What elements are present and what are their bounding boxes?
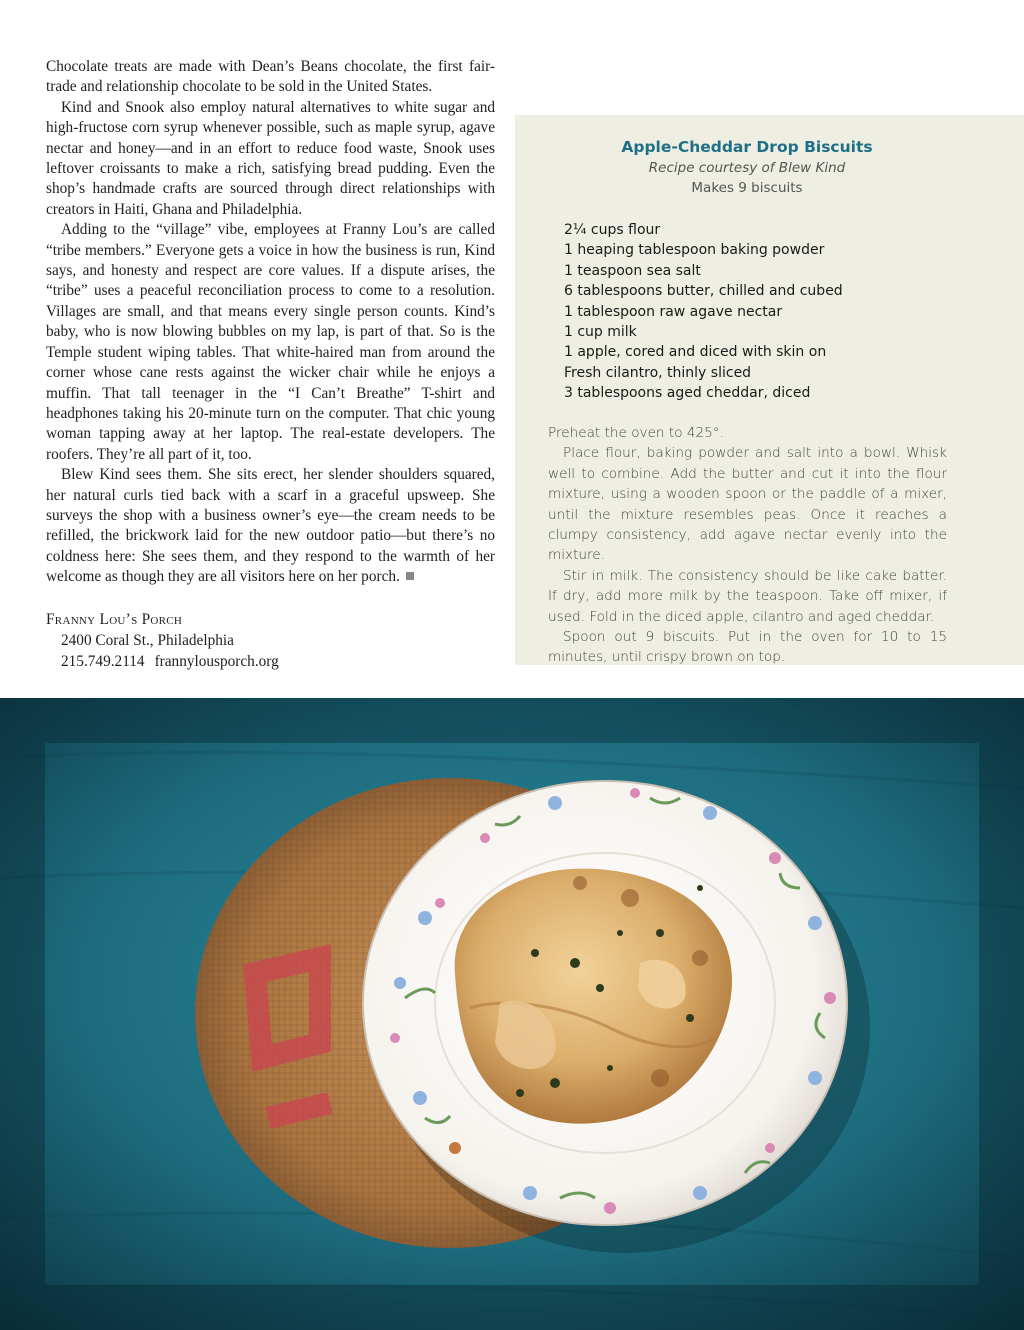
venue-name: Franny Lou’s Porch: [46, 611, 183, 628]
direction-step: Preheat the oven to 425°.: [548, 425, 724, 441]
article-paragraph-text: Blew Kind sees them. She sits erect, her slender shoulders squared, her natural curls tied back with a scarf in a graceful upsweep. She surveys the shop with a business owner’s eye—the cream needs to be refilled, the brickwork laid for the new outdoor patio—but there’s no coldness here: She sees them, and they respond to the warmth of her welcome as though they are all visitors here on her porch.: [46, 466, 495, 586]
biscuit-photo: [0, 698, 1024, 1330]
article-paragraph: Adding to the “village” vibe, employees at Franny Lou’s are called “tribe members.” Everyone gets a voice in how the business is run, Kind says, and honesty and respect are core values. If a dispute arises, the “tribe” uses a peaceful reconciliation process to come to a resolution. Villages are small, and that means every single person counts. Kind’s baby, who is now blowing bubbles on my lap, is part of that. So is the Temple student wiping tables. That white-haired man from around the corner whose cane rests against the wicker chair while he enjoys a muffin. That tall teenager in the “I Can’t Breathe” T-shirt and headphones taking his 20-minute turn on the computer. That chic young woman tapping away at her laptop. The real-estate developers. The roofers. They’re all part of it, too.: [46, 221, 495, 463]
recipe-credit: Recipe courtesy of Blew Kind: [648, 160, 846, 176]
ingredient-item: 1 apple, cored and diced with skin on: [564, 344, 827, 361]
article-paragraph: Kind and Snook also employ natural alternatives to white sugar and high-fructose corn syrup whenever possible, such as maple syrup, agave nectar and honey—and in an effort to reduce food waste, Snook uses leftover croissants to make a rich, satisfying bread pudding. Even the shop’s handmade crafts are sourced through direct relationships with creators in Haiti, Ghana and Philadelphia.: [46, 98, 495, 218]
ingredient-item: 1 tablespoon raw agave nectar: [564, 303, 783, 320]
venue-contact: [46, 651, 279, 672]
venue-address: 2400 Coral St., Philadelphia: [61, 632, 234, 649]
venue-info: [46, 609, 279, 672]
direction-step: Place flour, baking powder and salt into a bowl. Whisk well to combine. Add the butter and cut it into the flour mixture, using a wooden spoon or the paddle of a mixer, until the mixture resembles peas. Once it reaches a clumpy consistency, add agave nectar evenly into the mixture.: [548, 445, 947, 564]
ingredient-item: 1 teaspoon sea salt: [564, 262, 701, 279]
ingredient-item: 1 heaping tablespoon baking powder: [564, 242, 825, 259]
direction-step: Spoon out 9 biscuits. Put in the oven for 10 to 15 minutes, until crispy brown on top.: [548, 629, 947, 666]
end-mark-icon: [406, 572, 414, 580]
ingredient-list: [564, 220, 843, 404]
ingredient-item: 2¼ cups flour: [564, 222, 661, 238]
ingredient-item: 3 tablespoons aged cheddar, diced: [564, 385, 811, 402]
direction-step: Stir in milk. The consistency should be like cake batter. If dry, add more milk by the teaspoon. Take off mixer, if used. Fold in the diced apple, cilantro and aged cheddar.: [548, 567, 947, 625]
ingredient-item: 6 tablespoons butter, chilled and cubed: [564, 283, 843, 300]
recipe-yield: Makes 9 biscuits: [691, 180, 803, 196]
biscuit-plate-illustration: [0, 698, 1024, 1330]
venue-phone: 215.749.2114: [61, 653, 145, 670]
recipe-sidebar: [515, 115, 1024, 665]
article-body: [46, 57, 495, 588]
article-paragraph: Chocolate treats are made with Dean’s Beans chocolate, the first fair-trade and relationship chocolate to be sold in the United States.: [46, 58, 495, 96]
ingredient-item: Fresh cilantro, thinly sliced: [564, 364, 752, 381]
article-paragraph-last: [46, 465, 495, 587]
recipe-directions: [548, 423, 947, 668]
ingredient-item: 1 cup milk: [564, 324, 637, 341]
recipe-title: Apple-Cheddar Drop Biscuits: [621, 138, 873, 156]
venue-website[interactable]: frannylousporch.org: [154, 653, 279, 670]
